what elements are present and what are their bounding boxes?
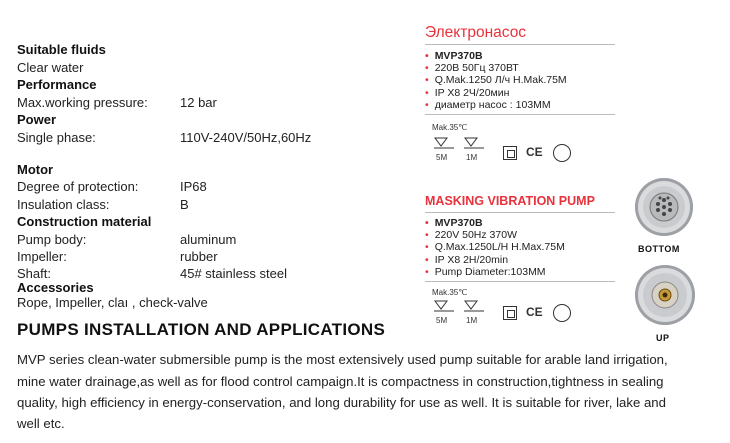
phase-value: 110V-240V/50Hz,60Hz bbox=[180, 130, 312, 145]
installation-heading: PUMPS INSTALLATION AND APPLICATIONS bbox=[17, 320, 386, 339]
en-temp: Mak.35℃ bbox=[432, 288, 468, 297]
ru-model: • MVP370B bbox=[425, 50, 483, 62]
fluids-heading: Suitable fluids bbox=[17, 42, 106, 57]
phase-label: Single phase: bbox=[17, 130, 96, 145]
performance-heading: Performance bbox=[17, 77, 97, 92]
ru-line-3: • IP X8 2Ч/20мин bbox=[425, 87, 509, 99]
pump-up-image bbox=[635, 265, 695, 325]
protection-value: IP68 bbox=[180, 179, 207, 194]
motor-heading: Motor bbox=[17, 162, 54, 177]
ru-temp: Mak.35℃ bbox=[432, 123, 468, 132]
pressure-value: 12 bar bbox=[180, 95, 217, 110]
ru-title-divider bbox=[425, 44, 615, 45]
en-divider bbox=[425, 281, 615, 282]
en-line-2: • Q.Max.1250L/H H.Max.75M bbox=[425, 241, 565, 253]
impeller-value: rubber bbox=[180, 249, 218, 264]
ru-label-title: Электронасос bbox=[425, 24, 527, 41]
body-label: Pump body: bbox=[17, 232, 87, 247]
pressure-label: Max.working pressure: bbox=[17, 95, 148, 110]
ru-cert-icon bbox=[553, 144, 571, 162]
shaft-label: Shaft: bbox=[17, 266, 51, 281]
installation-line-2: mine water drainage,as well as for flood control campaign.It is compactness in construction,tightness in sealing bbox=[17, 374, 664, 389]
ru-ce-mark: CE bbox=[526, 145, 543, 159]
en-line-4: • Pump Diameter:103MM bbox=[425, 266, 546, 278]
en-ce-mark: CE bbox=[526, 305, 543, 319]
fluids-value: Clear water bbox=[17, 60, 84, 75]
en-line-3: • IP X8 2H/20min bbox=[425, 254, 508, 266]
en-depth-min: 1M bbox=[466, 316, 478, 325]
ru-line-2: • Q.Mak.1250 Л/ч H.Mak.75M bbox=[425, 74, 567, 86]
accessories-heading: Accessories bbox=[17, 280, 94, 295]
double-insulation-icon bbox=[503, 306, 517, 320]
en-label-title: MASKING VIBRATION PUMP bbox=[425, 194, 595, 208]
ru-divider bbox=[425, 114, 615, 115]
construction-heading: Construction material bbox=[17, 214, 152, 229]
installation-line-1: MVP series clean-water submersible pump is the most extensively used pump suitable for arable land irrigation, bbox=[17, 352, 668, 367]
up-label: UP bbox=[656, 333, 670, 343]
ru-depth-min: 1M bbox=[466, 153, 478, 162]
pump-bottom-image bbox=[635, 178, 693, 236]
insulation-label: Insulation class: bbox=[17, 197, 110, 212]
en-depth-max: 5M bbox=[436, 316, 448, 325]
en-line-1: • 220V 50Hz 370W bbox=[425, 229, 517, 241]
bottom-label: BOTTOM bbox=[638, 244, 680, 254]
accessories-value: Rope, Impeller, claı , check-valve bbox=[17, 295, 208, 310]
en-cert-icon bbox=[553, 304, 571, 322]
installation-line-4: well etc. bbox=[17, 416, 65, 431]
ru-line-4: • диаметр насос : 103MM bbox=[425, 99, 551, 111]
shaft-value: 45# stainless steel bbox=[180, 266, 287, 281]
power-heading: Power bbox=[17, 112, 57, 127]
impeller-label: Impeller: bbox=[17, 249, 67, 264]
body-value: aluminum bbox=[180, 232, 237, 247]
en-model: • MVP370B bbox=[425, 217, 483, 229]
en-title-divider bbox=[425, 212, 615, 213]
protection-label: Degree of protection: bbox=[17, 179, 139, 194]
installation-line-3: quality, high efficiency in energy-conservation, and long durability for use as well. It is suitable for river, lake and bbox=[17, 395, 666, 410]
ru-depth-max: 5M bbox=[436, 153, 448, 162]
double-insulation-icon bbox=[503, 146, 517, 160]
ru-line-1: • 220В 50Гц 370ВТ bbox=[425, 62, 519, 74]
insulation-value: B bbox=[180, 197, 189, 212]
